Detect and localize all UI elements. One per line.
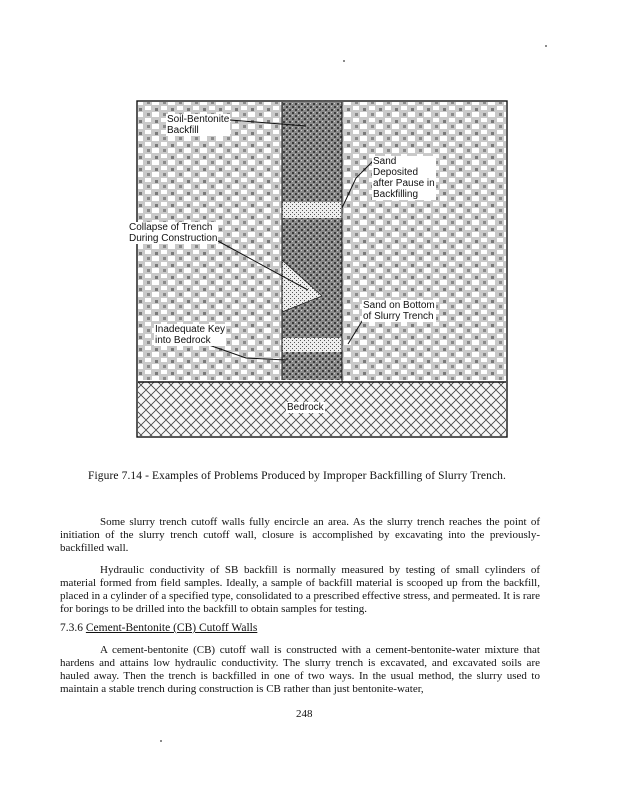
page-number: 248	[296, 708, 313, 720]
section-title: Cement-Bentonite (CB) Cutoff Walls	[85, 622, 258, 634]
scan-speck	[545, 45, 547, 47]
section-heading	[60, 622, 257, 634]
soil-right	[342, 102, 506, 380]
label-bedrock: Bedrock	[287, 402, 324, 413]
trench-diagram	[136, 100, 508, 438]
paragraph-cb-walls	[60, 644, 540, 696]
label-collapse: Collapse of Trench During Construction	[129, 222, 218, 244]
paragraph-closure	[60, 516, 540, 555]
paragraph-hydraulic-conductivity	[60, 564, 540, 616]
figure-slurry-trench	[129, 100, 508, 438]
paragraph-hydraulic-text: Hydraulic conductivity of SB backfill is normally measured by testing of small cylinders of material formed from field samples. Ideally, a sample of backfill material is scooped up from the backfill, placed in a cylinder of a specified type, consolidated to a prescribed effective stress, and permeated. It is rare for borings to be drilled into the backfill to obtain samples for testing.	[60, 564, 540, 615]
label-sand-deposited: Sand Deposited after Pause in Backfilling	[373, 156, 435, 200]
paragraph-cb-text: A cement-bentonite (CB) cutoff wall is constructed with a cement-bentonite-water mixture that hardens and attains low hydraulic conductivity. The slurry trench is excavated, and excavated soils are hauled away. Then the trench is backfilled in one of two ways. In the usual method, the slurry used to maintain a stable trench during construction is CB rather than just bentonite-water,	[60, 644, 540, 695]
scan-speck	[343, 60, 345, 62]
label-inadequate-key: Inadequate Key into Bedrock	[155, 324, 226, 346]
scan-speck	[160, 740, 162, 742]
figure-caption: Figure 7.14 - Examples of Problems Produced by Improper Backfilling of Slurry Trench.	[88, 470, 506, 482]
section-number: 7.3.6	[60, 622, 83, 634]
sand-layer-pause	[282, 202, 342, 218]
label-sand-bottom: Sand on Bottom of Slurry Trench	[363, 300, 435, 322]
sand-bottom-layer	[282, 338, 342, 352]
paragraph-closure-text: Some slurry trench cutoff walls fully encircle an area. As the slurry trench reaches the point of initiation of the slurry trench cutoff wall, closure is accomplished by excavating into the previously-backfilled wall.	[60, 516, 540, 554]
label-soil-bentonite: Soil-Bentonite Backfill	[167, 114, 230, 136]
